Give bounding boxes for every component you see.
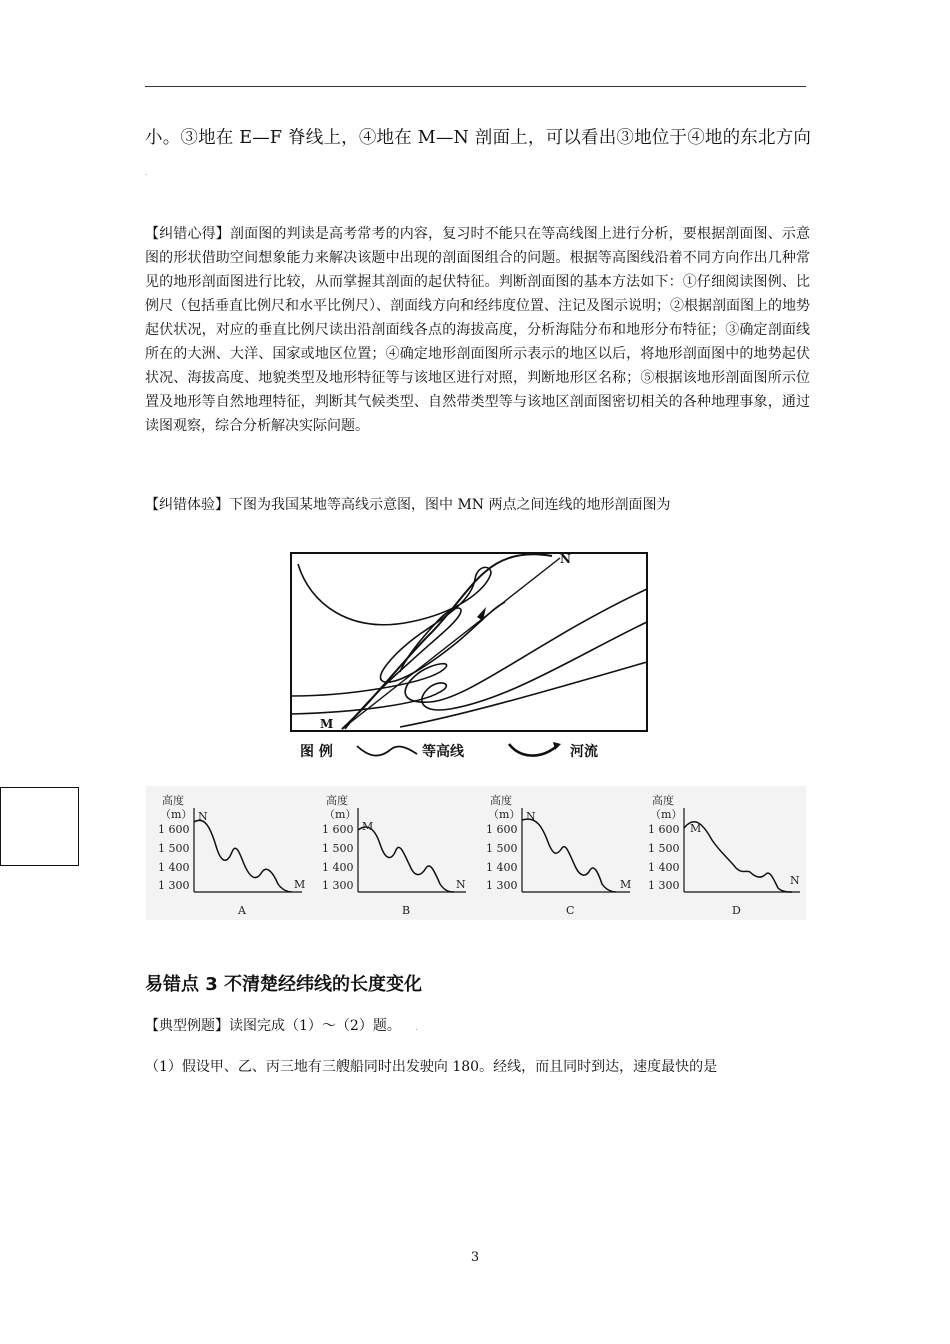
stray-mark: . xyxy=(415,1023,419,1033)
profile-end-label: N xyxy=(790,874,800,887)
profile-start-label: N xyxy=(198,810,208,823)
y-tick-label: 1 600 xyxy=(648,823,680,836)
river-legend-icon xyxy=(505,738,565,762)
y-tick-label: 1 400 xyxy=(322,861,354,874)
y-tick-label: 1 400 xyxy=(158,861,190,874)
y-axis-unit: （m） xyxy=(650,808,683,821)
stray-mark: . xyxy=(145,168,148,177)
map-legend xyxy=(300,738,660,764)
profile-curve xyxy=(522,819,616,892)
y-tick-label: 1 300 xyxy=(648,879,680,892)
profile-end-label: M xyxy=(620,878,632,891)
y-tick-label: 1 500 xyxy=(158,842,190,855)
y-tick-label: 1 600 xyxy=(322,823,354,836)
y-axis-title: 高度 xyxy=(326,794,348,807)
question-1: （1）假设甲、乙、丙三地有三艘船同时出发驶向 180。经线，而且同时到达，速度最快的是 xyxy=(145,1059,718,1075)
contour-legend-icon xyxy=(355,740,420,760)
y-tick-label: 1 600 xyxy=(486,823,518,836)
margin-box xyxy=(0,787,79,866)
section-heading: 易错点 3 不清楚经纬线的长度变化 xyxy=(145,974,423,995)
profile-option-d xyxy=(642,786,806,920)
y-tick-label: 1 500 xyxy=(648,842,680,855)
legend-title: 图 例 xyxy=(300,744,333,760)
lesson-text: 剖面图的判读是高考常考的内容，复习时不能只在等高线图上进行分析，要根据剖面图、示意图的形状借助空间想象能力来解决该题中出现的剖面图组合的问题。根据等高图线沿着不同方向作出几种常见的地形剖面图进行比较，从而掌握其剖面的起伏特征。判断剖面图的基本方法如下：①仔细阅读图例、比例尺（包括垂直比例尺和水平比例尺）、剖面线方向和经纬度位置、注记及图示说明；②根据剖面图上的地势起伏状况，对应的垂直比例尺读出沿剖面线各点的海拔高度，分析海陆分布和地形分布特征；③确定剖面线所在的大洲、大洋、国家或地区位置；④确定地形剖面图所示表示的地区以后，将地形剖面图中的地势起伏状况、海拔高度、地貌类型及地形特征等与该地区进行对照，判断地形区名称；⑤根据该地形剖面图所示位置及地形等自然地理特征，判断其气候类型、自然带类型等与该地区剖面图密切相关的各种地理事象，通过读图观察，综合分析解决实际问题。 xyxy=(145,226,811,434)
profile-option-c xyxy=(480,786,644,920)
y-tick-label: 1 600 xyxy=(158,823,190,836)
lesson-label: 【纠错心得】 xyxy=(145,226,230,242)
page-number: 3 xyxy=(470,1250,480,1265)
legend-contour-label: 等高线 xyxy=(422,744,464,760)
contour-map xyxy=(290,544,650,739)
y-tick-label: 1 300 xyxy=(158,879,190,892)
y-axis-title: 高度 xyxy=(490,794,512,807)
profile-curve xyxy=(358,827,454,892)
example-prompt xyxy=(145,1015,418,1035)
y-axis-unit: （m） xyxy=(488,808,521,821)
label-m: M xyxy=(320,717,334,731)
y-axis-title: 高度 xyxy=(162,794,184,807)
y-tick-label: 1 400 xyxy=(648,861,680,874)
y-tick-label: 1 400 xyxy=(486,861,518,874)
y-axis-unit: （m） xyxy=(324,808,357,821)
continuation-text: 小。③地在 E—F 脊线上，④地在 M—N 剖面上，可以看出③地位于④地的东北方向 xyxy=(145,128,812,148)
legend-river-label: 河流 xyxy=(570,744,598,760)
experience-prompt: 【纠错体验】下图为我国某地等高线示意图，图中 MN 两点之间连线的地形剖面图为 xyxy=(145,497,671,513)
profile-options xyxy=(146,786,806,920)
option-letter: B xyxy=(402,904,411,917)
y-axis-title: 高度 xyxy=(652,794,674,807)
profile-option-a xyxy=(152,786,316,920)
option-letter: D xyxy=(732,904,741,917)
option-letter: A xyxy=(238,904,246,917)
label-n: N xyxy=(560,552,571,566)
lesson-paragraph xyxy=(145,222,810,438)
profile-start-label: M xyxy=(362,820,374,833)
profile-end-label: N xyxy=(456,878,466,891)
profile-end-label: M xyxy=(294,878,306,891)
option-letter: C xyxy=(566,904,575,917)
y-tick-label: 1 500 xyxy=(486,842,518,855)
y-tick-label: 1 500 xyxy=(322,842,354,855)
y-tick-label: 1 300 xyxy=(486,879,518,892)
header-rule xyxy=(145,86,806,87)
y-axis-unit: （m） xyxy=(160,808,193,821)
profile-option-b xyxy=(316,786,480,920)
example-text: 【典型例题】读图完成（1）～（2）题。 xyxy=(145,1018,401,1034)
profile-start-label: M xyxy=(690,822,702,835)
profile-start-label: N xyxy=(526,810,536,823)
y-tick-label: 1 300 xyxy=(322,879,354,892)
profile-curve xyxy=(194,820,292,892)
